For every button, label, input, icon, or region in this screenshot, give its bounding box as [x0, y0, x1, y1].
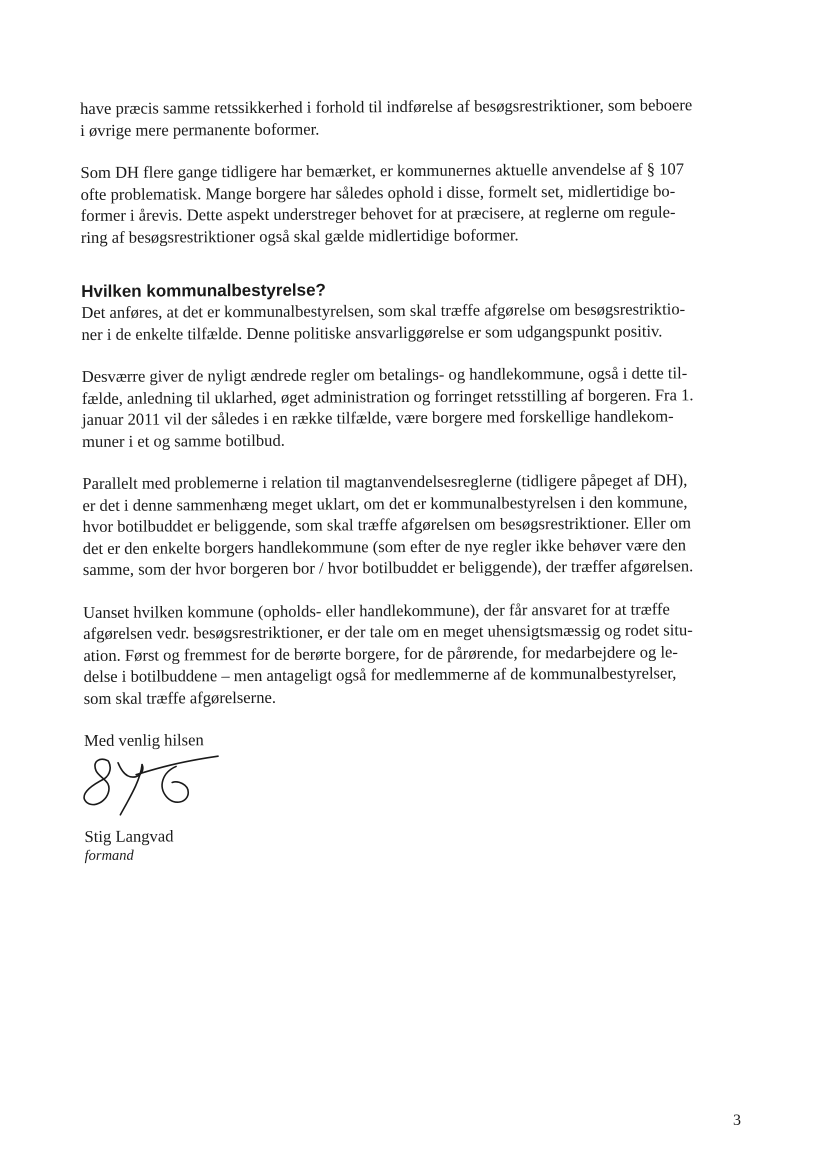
text-line: former i årevis. Dette aspekt understreger behovet for at præcisere, at reglerne om regule- [80, 202, 676, 225]
text-line: have præcis samme retssikkerhed i forhold til indførelse af besøgsrestriktioner, som beboere [80, 95, 693, 118]
text-line: i øvrige mere permanente boformer. [80, 119, 320, 140]
text-line: Uanset hvilken kommune (opholds- eller handlekommune), der får ansvaret for at træffe [83, 598, 670, 622]
text-line: januar 2011 vil der således i en række tilfælde, være borgere med forskellige handlekom- [81, 406, 674, 429]
text-line: muner i et og samme botilbud. [82, 430, 285, 451]
letter-body [80, 94, 761, 865]
signer-name: Stig Langvad [84, 826, 174, 846]
text-line: ner i de enkelte tilfælde. Denne politiske ansvarliggørelse er som udgangspunkt positiv. [81, 320, 663, 344]
text-line: afgørelsen vedr. besøgsrestriktioner, er der tale om en meget uhensigtsmæssig og rodet situ- [83, 620, 693, 643]
text-line: delse i botilbuddene – men antageligt også for medlemmerne af de kommunalbestyrelser, [83, 663, 677, 686]
text-line: ation. Først og fremmest for de berørte borgere, for de pårørende, for medarbejdere og le- [83, 641, 678, 665]
text-line: hvor botilbuddet er beliggende, som skal træffe afgørelsen om besøgsrestriktioner. Eller om [82, 513, 692, 536]
paragraph-uanset [83, 597, 760, 709]
text-line: er det i denne sammenhæng meget uklart, om det er kommunalbestyrelsen i den kommune, [82, 491, 688, 515]
text-line: det er den enkelte borgers handlekommune (som efter de nye regler ikke behøver være den [82, 534, 687, 558]
text-line: ofte problematisk. Mange borgere har således ophold i disse, formelt set, midlertidige bo- [80, 180, 676, 204]
signature-icon [78, 752, 228, 823]
text-line: som skal træffe afgørelserne. [83, 687, 277, 708]
section-heading: Hvilken kommunalbestyrelse? [81, 280, 326, 301]
text-line: Desværre giver de nyligt ændrede regler om betalings- og handlekommune, også i dette til- [81, 363, 688, 386]
text-line: Det anføres, at det er kommunalbestyrelsen, som skal træffe afgørelse om besøgsrestriktio- [81, 299, 686, 322]
paragraph-handlekommune [82, 362, 759, 452]
text-line: Parallelt med problemerne i relation til magtanvendelsesreglerne (tidligere påpeget af DH), [82, 470, 688, 493]
closing-salutation: Med venlig hilsen [83, 730, 204, 750]
text-line: ring af besøgsrestriktioner også skal gælde midlertidige boformer. [80, 224, 519, 247]
page-number: 3 [733, 1112, 741, 1129]
paragraph-kommunalbestyrelsen [81, 298, 757, 345]
paragraph-paragraf-107 [80, 158, 757, 248]
paragraph-magtanvendelse [82, 469, 759, 581]
text-line: samme, som der hvor borgeren bor / hvor botilbuddet er beliggende), der træffer afgørelsen. [82, 556, 694, 579]
signer-title: formand [84, 847, 134, 864]
paragraph-retssikkerhed [80, 94, 756, 141]
text-line: Som DH flere gange tidligere har bemærket, er kommunernes aktuelle anvendelse af § 107 [80, 159, 685, 182]
text-line: fælde, anledning til uklarhed, øget administration og forringet retsstilling af borgeren. Fra 1. [81, 384, 694, 408]
